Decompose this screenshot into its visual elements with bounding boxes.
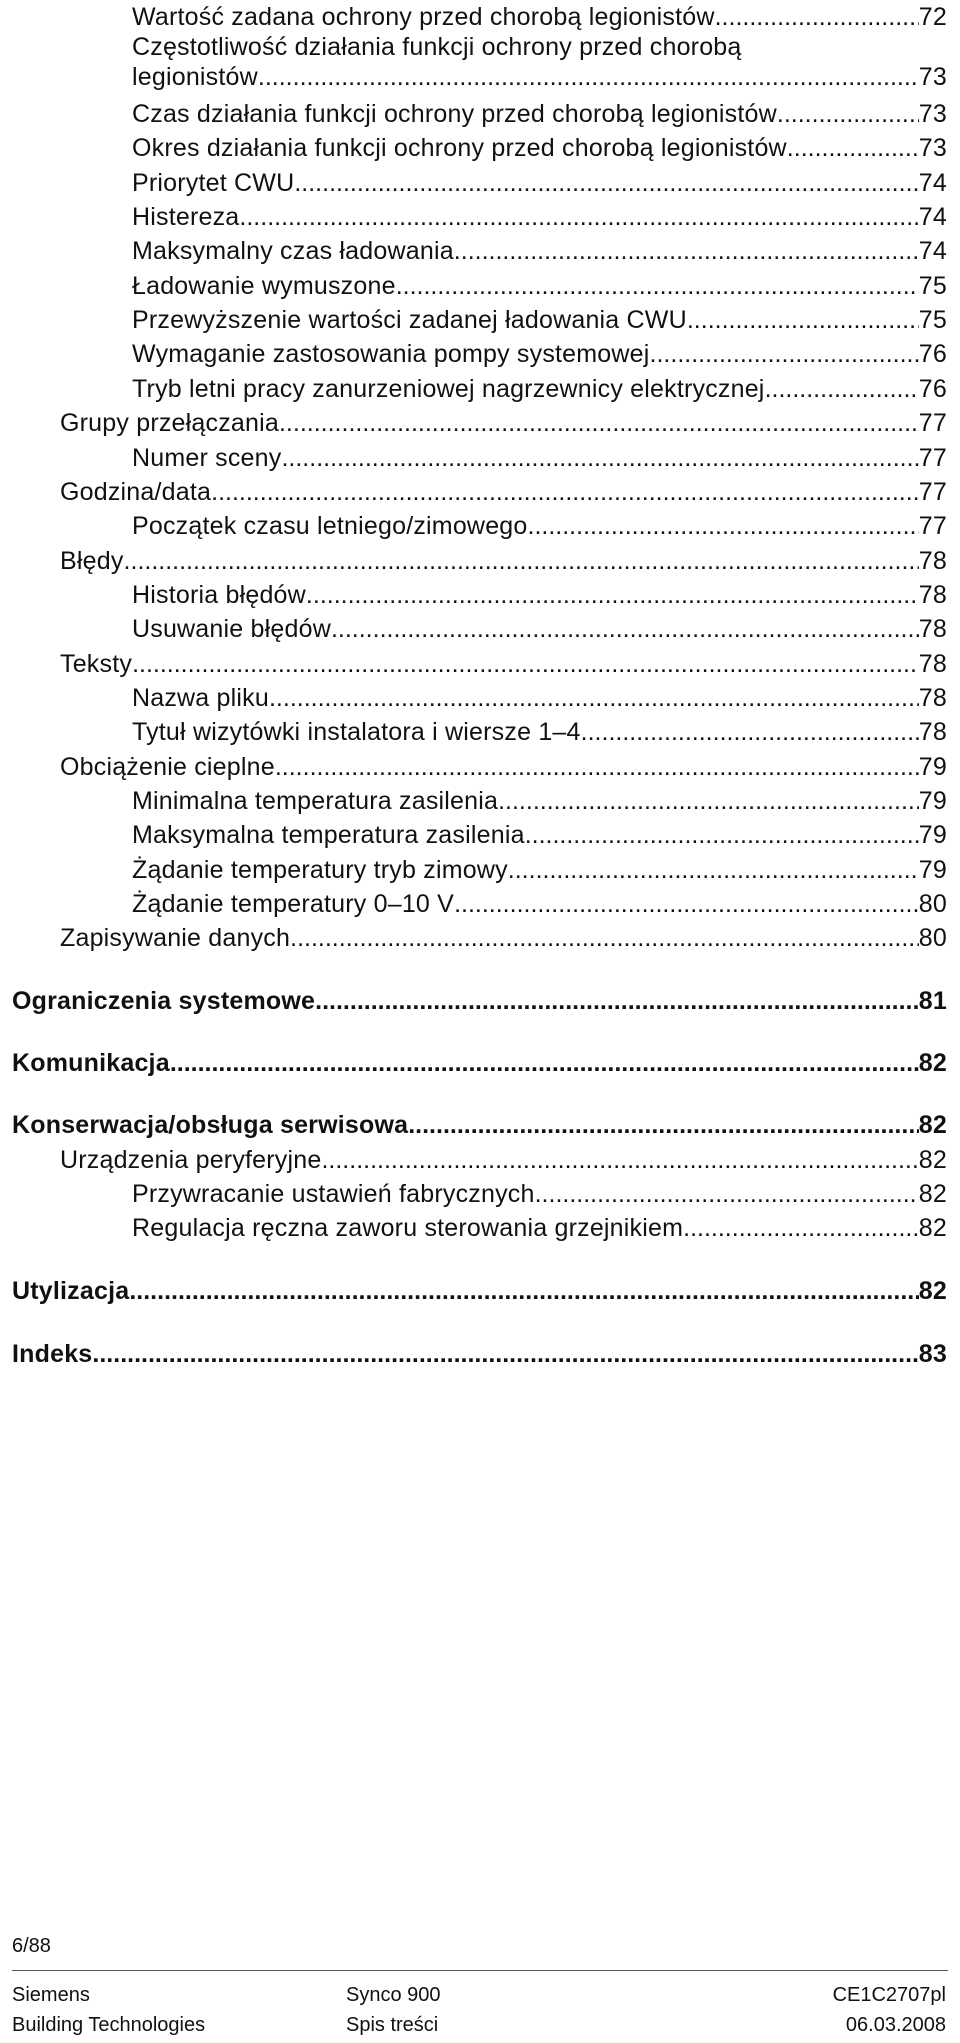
toc-entry-title: Minimalna temperatura zasilenia xyxy=(132,787,499,815)
toc-entry-title: Okres działania funkcji ochrony przed chorobą legionistów xyxy=(132,134,787,162)
toc-entry-page: 79 xyxy=(918,787,947,815)
toc-entry-page: 73 xyxy=(918,63,947,91)
dot-leader xyxy=(777,97,919,131)
toc-entry[interactable] xyxy=(132,200,947,234)
toc-entry[interactable] xyxy=(132,784,947,818)
toc-entry-page: 77 xyxy=(918,478,947,506)
dot-leader xyxy=(765,372,919,406)
footer-date: 06.03.2008 xyxy=(845,2014,946,2036)
dot-leader xyxy=(581,715,919,749)
toc-entry-page: 79 xyxy=(918,753,947,781)
toc-entry-page: 78 xyxy=(918,684,947,712)
toc-entry-page: 75 xyxy=(918,272,947,300)
toc-entry[interactable] xyxy=(132,509,947,543)
dot-leader xyxy=(124,544,919,578)
toc-entry-title: Czas działania funkcji ochrony przed chorobą legionistów xyxy=(132,100,777,128)
toc-entry-page: 78 xyxy=(918,718,947,746)
toc-entry-title: Regulacja ręczna zaworu sterowania grzejnikiem xyxy=(132,1214,684,1242)
dot-leader xyxy=(275,750,919,784)
toc-chapter-title: Konserwacja/obsługa serwisowa xyxy=(12,1111,409,1139)
dot-leader xyxy=(211,475,919,509)
toc-entry-title: Maksymalna temperatura zasilenia xyxy=(132,821,525,849)
toc-entry[interactable] xyxy=(132,887,947,921)
toc-entry-page: 80 xyxy=(918,890,947,918)
toc-entry-page: 79 xyxy=(918,821,947,849)
toc-entry-title: Tytuł wizytówki instalatora i wiersze 1–4 xyxy=(132,718,581,746)
toc-entry-page: 73 xyxy=(918,134,947,162)
dot-leader xyxy=(331,612,919,646)
toc-entry[interactable] xyxy=(132,303,947,337)
toc-entry-title-line1: Częstotliwość działania funkcji ochrony przed chorobą xyxy=(132,33,742,61)
toc-entry-page: 77 xyxy=(918,512,947,540)
toc-entry[interactable] xyxy=(132,612,947,646)
toc-entry[interactable] xyxy=(132,269,947,303)
dot-leader xyxy=(683,1211,919,1245)
toc-entry[interactable] xyxy=(132,372,947,406)
toc-entry-page: 74 xyxy=(918,203,947,231)
toc-entry-page: 76 xyxy=(918,340,947,368)
toc-entry-page: 80 xyxy=(918,924,947,952)
toc-entry-title: Ładowanie wymuszone xyxy=(132,272,396,300)
toc-entry-title: Początek czasu letniego/zimowego xyxy=(132,512,528,540)
toc-chapter-page: 82 xyxy=(918,1111,947,1139)
page-number: 6/88 xyxy=(12,1935,51,1957)
footer-product: Synco 900 xyxy=(346,1984,441,2006)
dot-leader xyxy=(239,200,918,234)
dot-leader xyxy=(129,1274,918,1308)
footer-division: Building Technologies xyxy=(12,2014,206,2036)
toc-entry-page: 74 xyxy=(918,237,947,265)
dot-leader xyxy=(290,921,919,955)
dot-leader xyxy=(396,269,919,303)
toc-entry[interactable] xyxy=(132,1177,947,1211)
toc-entry[interactable] xyxy=(132,0,947,34)
toc-entry-title: Obciążenie cieplne xyxy=(60,753,275,781)
toc-entry[interactable] xyxy=(60,1143,947,1177)
toc-entry-title: Nazwa pliku xyxy=(132,684,269,712)
dot-leader xyxy=(132,647,919,681)
toc-entry[interactable] xyxy=(132,578,947,612)
dot-leader xyxy=(525,818,919,852)
toc-entry-title: Teksty xyxy=(60,650,133,678)
toc-entry[interactable] xyxy=(132,715,947,749)
toc-entry[interactable] xyxy=(132,1211,947,1245)
dot-leader xyxy=(508,853,919,887)
dot-leader xyxy=(454,234,919,268)
dot-leader xyxy=(498,784,919,818)
toc-entry-title: Przewyższenie wartości zadanej ładowania CWU xyxy=(132,306,687,334)
toc-entry[interactable] xyxy=(60,544,947,578)
dot-leader xyxy=(258,60,919,94)
toc-entry[interactable] xyxy=(132,234,947,268)
toc-entry-title: Błędy xyxy=(60,547,124,575)
toc-entry-title: Maksymalny czas ładowania xyxy=(132,237,454,265)
toc-entry[interactable] xyxy=(132,131,947,165)
toc-entry-page: 82 xyxy=(918,1214,947,1242)
toc-entry-page: 76 xyxy=(918,375,947,403)
toc-entry[interactable] xyxy=(132,97,947,131)
footer-divider xyxy=(12,1970,948,1971)
dot-leader xyxy=(687,303,919,337)
toc-chapter-page: 81 xyxy=(918,987,947,1015)
toc-entry-page: 78 xyxy=(918,547,947,575)
toc-entry-page: 78 xyxy=(918,581,947,609)
toc-entry[interactable] xyxy=(60,921,947,955)
toc-entry-page: 75 xyxy=(918,306,947,334)
toc-entry-title: Wartość zadana ochrony przed chorobą legionistów xyxy=(132,3,715,31)
toc-chapter-page: 82 xyxy=(918,1049,947,1077)
toc-entry-title: Wymaganie zastosowania pompy systemowej xyxy=(132,340,650,368)
dot-leader xyxy=(269,681,919,715)
toc-entry-page: 77 xyxy=(918,444,947,472)
toc-entry-title: Historia błędów xyxy=(132,581,306,609)
footer-company: Siemens xyxy=(12,1984,90,2006)
toc-entry[interactable] xyxy=(132,166,947,200)
toc-chapter-title: Utylizacja xyxy=(12,1277,130,1305)
toc-chapter-title: Komunikacja xyxy=(12,1049,170,1077)
toc-entry-title: Godzina/data xyxy=(60,478,212,506)
toc-entry[interactable] xyxy=(132,681,947,715)
toc-chapter[interactable] xyxy=(12,1274,947,1308)
toc-entry[interactable] xyxy=(132,60,947,94)
toc-chapter-title: Indeks xyxy=(12,1340,93,1368)
toc-entry-title: legionistów xyxy=(132,63,258,91)
dot-leader xyxy=(787,131,919,165)
footer-section: Spis treści xyxy=(346,2014,439,2036)
toc-entry[interactable] xyxy=(60,647,947,681)
toc-entry-title: Numer sceny xyxy=(132,444,282,472)
dot-leader xyxy=(315,984,919,1018)
toc-chapter[interactable] xyxy=(12,1046,947,1080)
dot-leader xyxy=(528,509,919,543)
dot-leader xyxy=(170,1046,919,1080)
toc-entry-title: Usuwanie błędów xyxy=(132,615,331,643)
dot-leader xyxy=(454,887,919,921)
toc-entry-title: Histereza xyxy=(132,203,240,231)
toc-entry-page: 82 xyxy=(918,1146,947,1174)
toc-entry[interactable] xyxy=(60,750,947,784)
toc-entry[interactable] xyxy=(132,818,947,852)
toc-entry[interactable] xyxy=(60,406,947,440)
toc-entry[interactable] xyxy=(132,853,947,887)
toc-entry[interactable] xyxy=(132,337,947,371)
toc-entry-page: 73 xyxy=(918,100,947,128)
toc-entry-title: Urządzenia peryferyjne xyxy=(60,1146,322,1174)
dot-leader xyxy=(535,1177,919,1211)
dot-leader xyxy=(294,166,918,200)
toc-chapter[interactable] xyxy=(12,984,947,1018)
toc-entry-page: 72 xyxy=(918,3,947,31)
dot-leader xyxy=(408,1108,919,1142)
dot-leader xyxy=(281,441,918,475)
footer-doc-id: CE1C2707pl xyxy=(832,1984,946,2006)
toc-chapter[interactable] xyxy=(12,1337,947,1371)
toc-entry-page: 78 xyxy=(918,650,947,678)
toc-entry-title: Priorytet CWU xyxy=(132,169,295,197)
dot-leader xyxy=(321,1143,918,1177)
dot-leader xyxy=(650,337,919,371)
toc-entry-page: 78 xyxy=(918,615,947,643)
toc-entry-title: Żądanie temperatury 0–10 V xyxy=(132,890,455,918)
toc-entry-title: Żądanie temperatury tryb zimowy xyxy=(132,856,508,884)
toc-entry-page: 77 xyxy=(918,409,947,437)
toc-chapter-title: Ograniczenia systemowe xyxy=(12,987,316,1015)
toc-entry-title: Zapisywanie danych xyxy=(60,924,291,952)
dot-leader xyxy=(279,406,919,440)
toc-chapter[interactable] xyxy=(12,1108,947,1142)
toc-entry[interactable] xyxy=(132,441,947,475)
toc-entry-title: Grupy przełączania xyxy=(60,409,279,437)
toc-entry-title: Tryb letni pracy zanurzeniowej nagrzewnicy elektrycznej xyxy=(132,375,765,403)
toc-chapter-page: 82 xyxy=(918,1277,947,1305)
dot-leader xyxy=(715,0,919,34)
toc-entry[interactable] xyxy=(60,475,947,509)
dot-leader xyxy=(306,578,919,612)
toc-entry-page: 79 xyxy=(918,856,947,884)
toc-entry-title: Przywracanie ustawień fabrycznych xyxy=(132,1180,535,1208)
toc-entry-page: 74 xyxy=(918,169,947,197)
dot-leader xyxy=(92,1337,918,1371)
toc-entry-page: 82 xyxy=(918,1180,947,1208)
toc-chapter-page: 83 xyxy=(918,1340,947,1368)
